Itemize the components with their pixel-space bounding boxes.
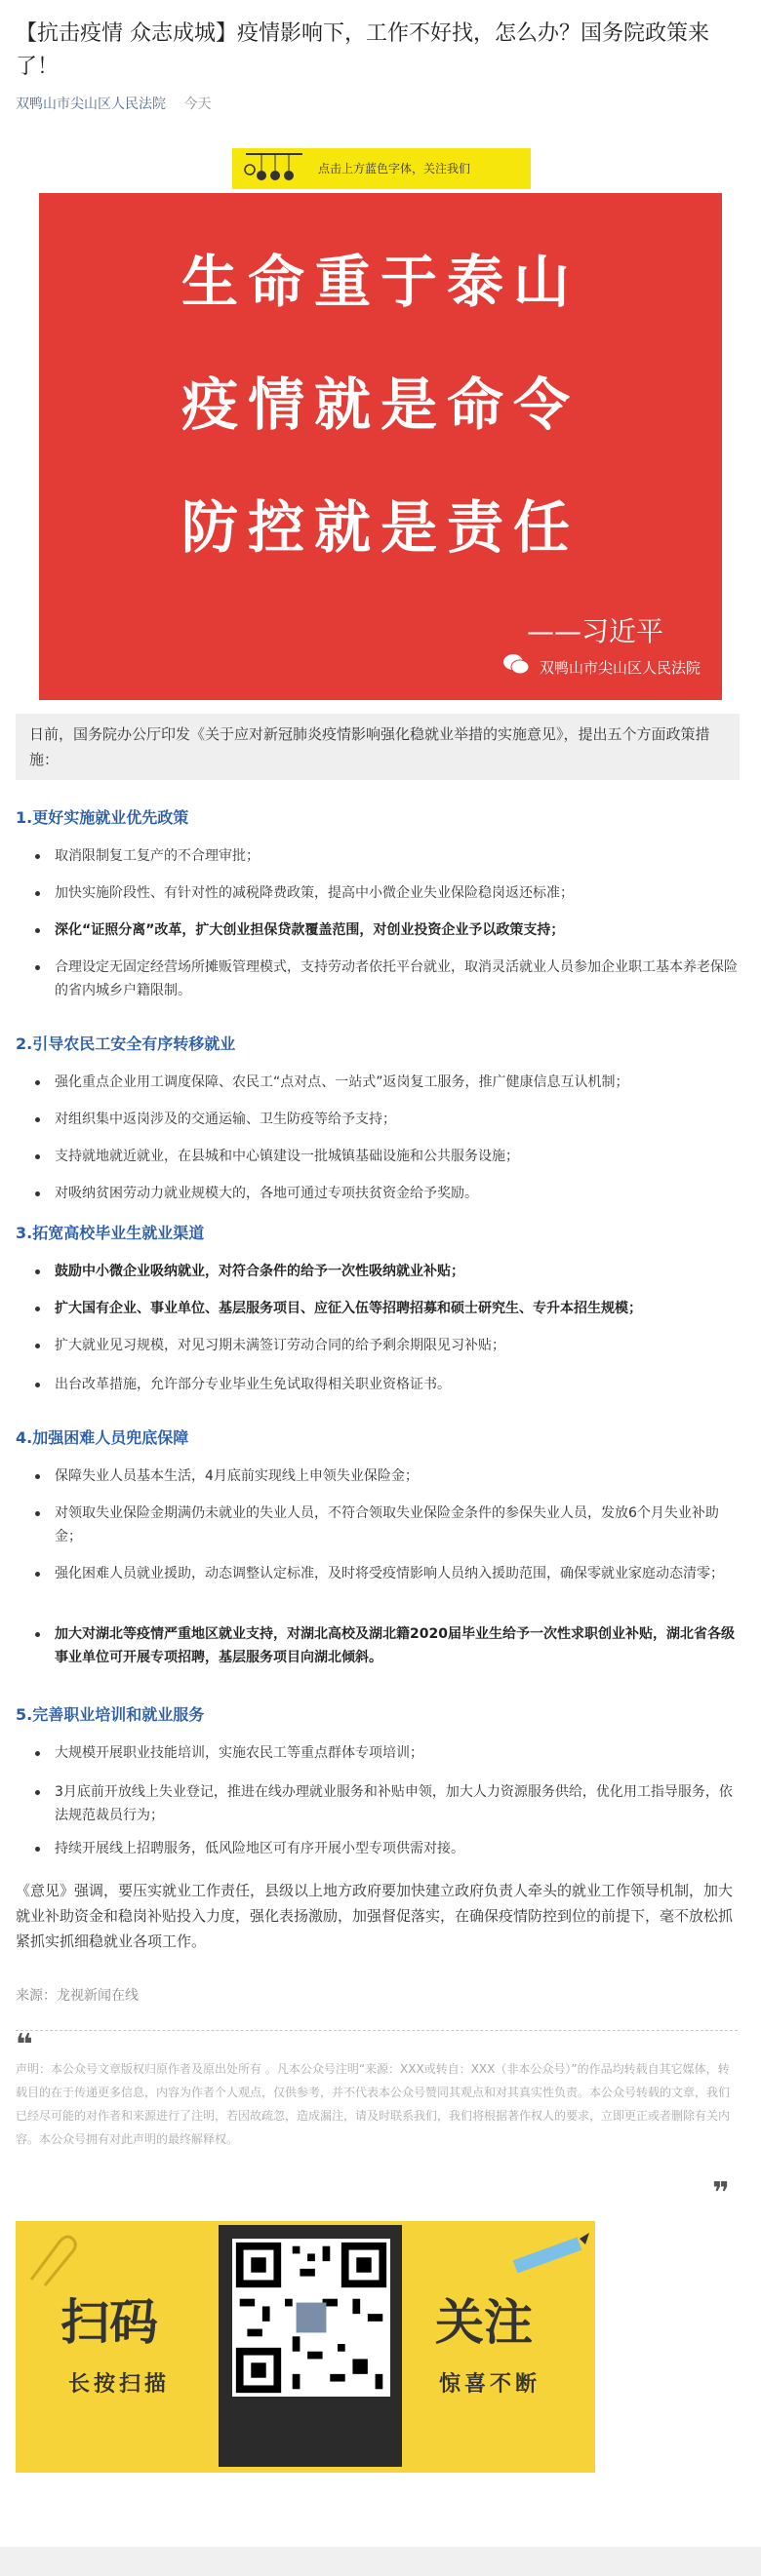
slogan-signature: ——习近平 bbox=[526, 615, 663, 647]
slogan-banner bbox=[39, 193, 722, 700]
pendulum-icon bbox=[240, 148, 308, 189]
paperclip-icon bbox=[21, 2231, 80, 2289]
list-item: 合理设定无固定经营场所摊贩管理模式，支持劳动者依托平台就业，取消灵活就业人员参加企业职工基本养老保险的省内城乡户籍限制。 bbox=[35, 956, 743, 1002]
list-item: 强化重点企业用工调度保障、农民工“点对点、一站式”返岗复工服务，推广健康信息互认机制； bbox=[35, 1071, 743, 1094]
intro-paragraph: 日前，国务院办公厅印发《关于应对新冠肺炎疫情影响强化稳就业举措的实施意见》，提出五个方面政策措施： bbox=[16, 714, 740, 780]
qr-right-title: 关注 bbox=[435, 2294, 533, 2351]
section-title: 3.拓宽高校毕业生就业渠道 bbox=[16, 1224, 205, 1242]
list-item: 持续开展线上招聘服务，低风险地区可有序开展小型专项供需对接。 bbox=[35, 1837, 743, 1860]
qr-follow-banner bbox=[16, 2221, 595, 2473]
list-item: 扩大就业见习规模，对见习期未满签订劳动合同的给予剩余期限见习补贴； bbox=[35, 1334, 743, 1357]
pencil-icon bbox=[503, 2227, 591, 2285]
section-title: 1.更好实施就业优先政策 bbox=[16, 808, 189, 827]
list-item: 扩大国有企业、事业单位、基层服务项目、应征入伍等招聘招募和硕士研究生、专升本招生规模； bbox=[35, 1297, 743, 1320]
article-title: 【抗击疫情 众志成城】疫情影响下，工作不好找，怎么办？国务院政策来了！ bbox=[16, 21, 709, 79]
qr-right-subtitle: 惊喜不断 bbox=[439, 2372, 541, 2397]
slogan-line-1: 生命重于泰山 bbox=[180, 249, 580, 315]
account-name-link[interactable]: 双鸭山市尖山区人民法院 bbox=[16, 97, 166, 112]
list-item: 保障失业人员基本生活，4月底前实现线上申领失业保险金； bbox=[35, 1464, 743, 1488]
list-item: 3月底前开放线上失业登记，推进在线办理就业服务和补贴申领，加大人力资源服务供给，优化用工指导服务，依法规范裁员行为； bbox=[35, 1780, 743, 1827]
quote-close-icon: ❞ bbox=[712, 2176, 730, 2210]
article-meta bbox=[16, 94, 211, 113]
section-title: 5.完善职业培训和就业服务 bbox=[16, 1705, 205, 1724]
list-item: 对吸纳贫困劳动力就业规模大的，各地可通过专项扶贫资金给予奖励。 bbox=[35, 1182, 743, 1205]
list-item: 对组织集中返岗涉及的交通运输、卫生防疫等给予支持； bbox=[35, 1108, 743, 1131]
list-item: 大规模开展职业技能培训，实施农民工等重点群体专项培训； bbox=[35, 1741, 743, 1765]
wechat-icon bbox=[501, 649, 531, 679]
divider bbox=[16, 2030, 738, 2032]
closing-paragraph: 《意见》强调，要压实就业工作责任，县级以上地方政府要加快建立政府负责人牵头的就业工作领导机制，加大就业补助资金和稳岗补贴投入力度，强化表扬激励，加强督促落实，在确保疫情防控到位的前提下，毫不放松抓紧抓实抓细稳就业各项工作。 bbox=[16, 1882, 734, 1950]
slogan-line-2: 疫情就是命令 bbox=[180, 371, 580, 438]
slogan-line-3: 防控就是责任 bbox=[180, 494, 580, 561]
publish-time: 今天 bbox=[183, 97, 212, 112]
section-title: 2.引导农民工安全有序转移就业 bbox=[16, 1034, 236, 1053]
section-title: 4.加强困难人员兜底保障 bbox=[16, 1428, 189, 1447]
qr-left-title: 扫码 bbox=[60, 2294, 158, 2351]
list-item: 对领取失业保险金期满仍未就业的失业人员，不符合领取失业保险金条件的参保失业人员，发放6个月失业补助金； bbox=[35, 1502, 743, 1548]
list-item: 取消限制复工复产的不合理审批； bbox=[35, 844, 743, 868]
banner-watermark: 双鸭山市尖山区人民法院 bbox=[539, 659, 701, 677]
list-item: 深化“证照分离”改革，扩大创业担保贷款覆盖范围，对创业投资企业予以政策支持； bbox=[35, 918, 743, 942]
follow-tip-text: 点击上方蓝色字体，关注我们 bbox=[318, 162, 471, 176]
list-item: 加大对湖北等疫情严重地区就业支持，对湖北高校及湖北籍2020届毕业生给予一次性求职创业补贴，湖北省各级事业单位可开展专项招聘，基层服务项目向湖北倾斜。 bbox=[35, 1622, 743, 1669]
follow-tip-bar[interactable] bbox=[232, 148, 531, 189]
qr-left-subtitle: 长按扫描 bbox=[68, 2372, 171, 2397]
footer-bar bbox=[0, 2547, 761, 2576]
qr-code-image[interactable] bbox=[232, 2239, 390, 2397]
disclaimer-text: 声明：本公众号文章版权归原作者及原出处所有 。凡本公众号注明“来源：XXX或转自：XXX（非本公众号）”的作品均转载自其它媒体，转载目的在于传递更多信息，内容为作者个人观点，仅供参考，并不代表本公众号赞同其观点和对其真实性负责。本公众号转载的文章，我们已经尽可能的对作者和来源进行了注明，若因故疏忽，造成漏注，请及时联系我们，我们将根据著作权人的要求，立即更正或者删除有关内容。本公众号拥有对此声明的最终解释权。 bbox=[16, 2062, 731, 2146]
quote-open-icon: ❝ bbox=[16, 2028, 33, 2062]
list-item: 加快实施阶段性、有针对性的减税降费政策，提高中小微企业失业保险稳岗返还标准； bbox=[35, 881, 743, 905]
list-item: 强化困难人员就业援助，动态调整认定标准，及时将受疫情影响人员纳入援助范围，确保零就业家庭动态清零； bbox=[35, 1562, 743, 1585]
list-item: 鼓励中小微企业吸纳就业，对符合条件的给予一次性吸纳就业补贴； bbox=[35, 1260, 743, 1283]
source-line: 来源：龙视新闻在线 bbox=[16, 1988, 139, 2004]
list-item: 支持就地就近就业，在县城和中心镇建设一批城镇基础设施和公共服务设施； bbox=[35, 1145, 743, 1168]
list-item: 出台改革措施，允许部分专业毕业生免试取得相关职业资格证书。 bbox=[35, 1373, 743, 1396]
